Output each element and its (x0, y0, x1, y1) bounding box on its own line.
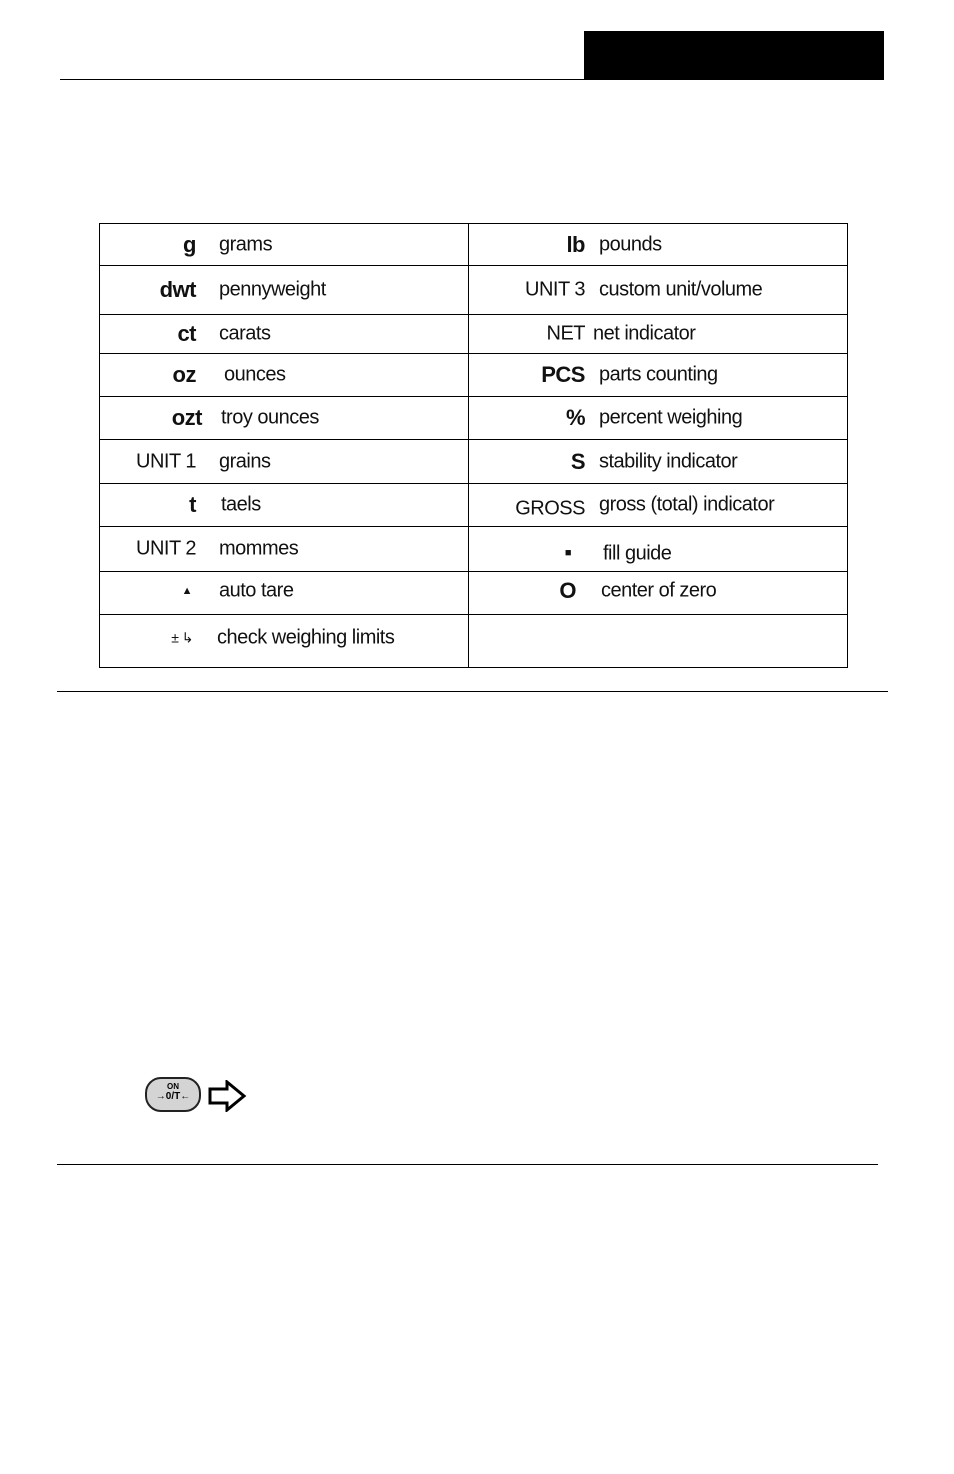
right-arrow-icon (207, 1080, 247, 1112)
carats-label: carats (219, 322, 271, 345)
auto-tare-icon: ▲ (181, 585, 192, 598)
on-button-bottom-label: →0/T← (155, 1091, 191, 1102)
on-zero-tare-button[interactable] (145, 1077, 201, 1112)
ounces-label: ounces (224, 363, 286, 386)
legend-cell-percent (469, 397, 848, 440)
legend-cell-auto-tare (100, 572, 469, 615)
legend-cell-parts-counting (469, 354, 848, 397)
legend-cell-net (469, 315, 848, 354)
check-weighing-label: check weighing limits (217, 626, 395, 649)
stability-label: stability indicator (599, 450, 738, 472)
parts-counting-label: parts counting (599, 363, 718, 386)
troy-ounces-symbol: ozt (171, 405, 202, 430)
net-symbol: NET (546, 322, 585, 345)
mommes-label: mommes (219, 537, 299, 560)
legend-cell-gross (469, 484, 848, 527)
center-of-zero-label: center of zero (601, 579, 717, 602)
table-row (100, 224, 848, 266)
legend-cell-carats (100, 315, 469, 354)
table-row (100, 266, 848, 315)
custom-unit-symbol: UNIT 3 (525, 278, 585, 301)
pounds-label: pounds (599, 233, 662, 255)
taels-label: taels (221, 493, 261, 516)
check-weighing-limits-icon: ± ↳ (171, 629, 193, 646)
table-row (100, 440, 848, 484)
table-row (100, 572, 848, 615)
legend-cell-custom-unit (469, 266, 848, 315)
troy-ounces-label: troy ounces (221, 406, 319, 429)
gross-symbol: GROSS (515, 497, 585, 520)
fill-guide-icon: ■ (564, 547, 571, 560)
fill-guide-label: fill guide (603, 542, 672, 565)
grains-symbol: UNIT 1 (136, 450, 196, 472)
legend-cell-fill-guide (469, 527, 848, 572)
legend-cell-grains (100, 440, 469, 484)
mommes-symbol: UNIT 2 (136, 537, 196, 560)
legend-cell-check-weighing (100, 615, 469, 668)
display-symbol-legend-table (99, 223, 848, 668)
legend-cell-pounds (469, 224, 848, 266)
grams-symbol: g (183, 231, 196, 257)
table-row (100, 397, 848, 440)
gross-label: gross (total) indicator (599, 493, 775, 516)
grams-label: grams (219, 233, 273, 255)
net-label: net indicator (593, 322, 696, 345)
ounces-symbol: oz (172, 362, 196, 387)
table-row (100, 315, 848, 354)
legend-cell-troy-ounces (100, 397, 469, 440)
legend-cell-taels (100, 484, 469, 527)
section-divider-bottom (57, 1164, 878, 1165)
legend-cell-pennyweight (100, 266, 469, 315)
header-tab (584, 31, 884, 80)
percent-label: percent weighing (599, 406, 743, 429)
grains-label: grains (219, 450, 271, 472)
pennyweight-symbol: dwt (159, 277, 196, 302)
section-divider (57, 691, 888, 692)
table-row (100, 615, 848, 668)
legend-cell-empty (469, 615, 848, 668)
legend-cell-center-of-zero (469, 572, 848, 615)
legend-cell-mommes (100, 527, 469, 572)
auto-tare-label: auto tare (219, 579, 294, 602)
pennyweight-label: pennyweight (219, 278, 326, 301)
taels-symbol: t (189, 492, 196, 517)
pounds-symbol: lb (566, 231, 585, 257)
center-of-zero-symbol: O (559, 578, 576, 604)
percent-symbol: % (565, 405, 585, 430)
table-row (100, 354, 848, 397)
carats-symbol: ct (177, 321, 196, 346)
legend-cell-ounces (100, 354, 469, 397)
table-row (100, 484, 848, 527)
parts-counting-symbol: PCS (541, 362, 585, 387)
legend-cell-grams (100, 224, 469, 266)
header-rule (60, 79, 586, 80)
legend-cell-stability (469, 440, 848, 484)
table-row (100, 527, 848, 572)
custom-unit-label: custom unit/volume (599, 278, 763, 301)
stability-symbol: S (570, 448, 585, 474)
on-button-top-label: ON (167, 1082, 179, 1091)
